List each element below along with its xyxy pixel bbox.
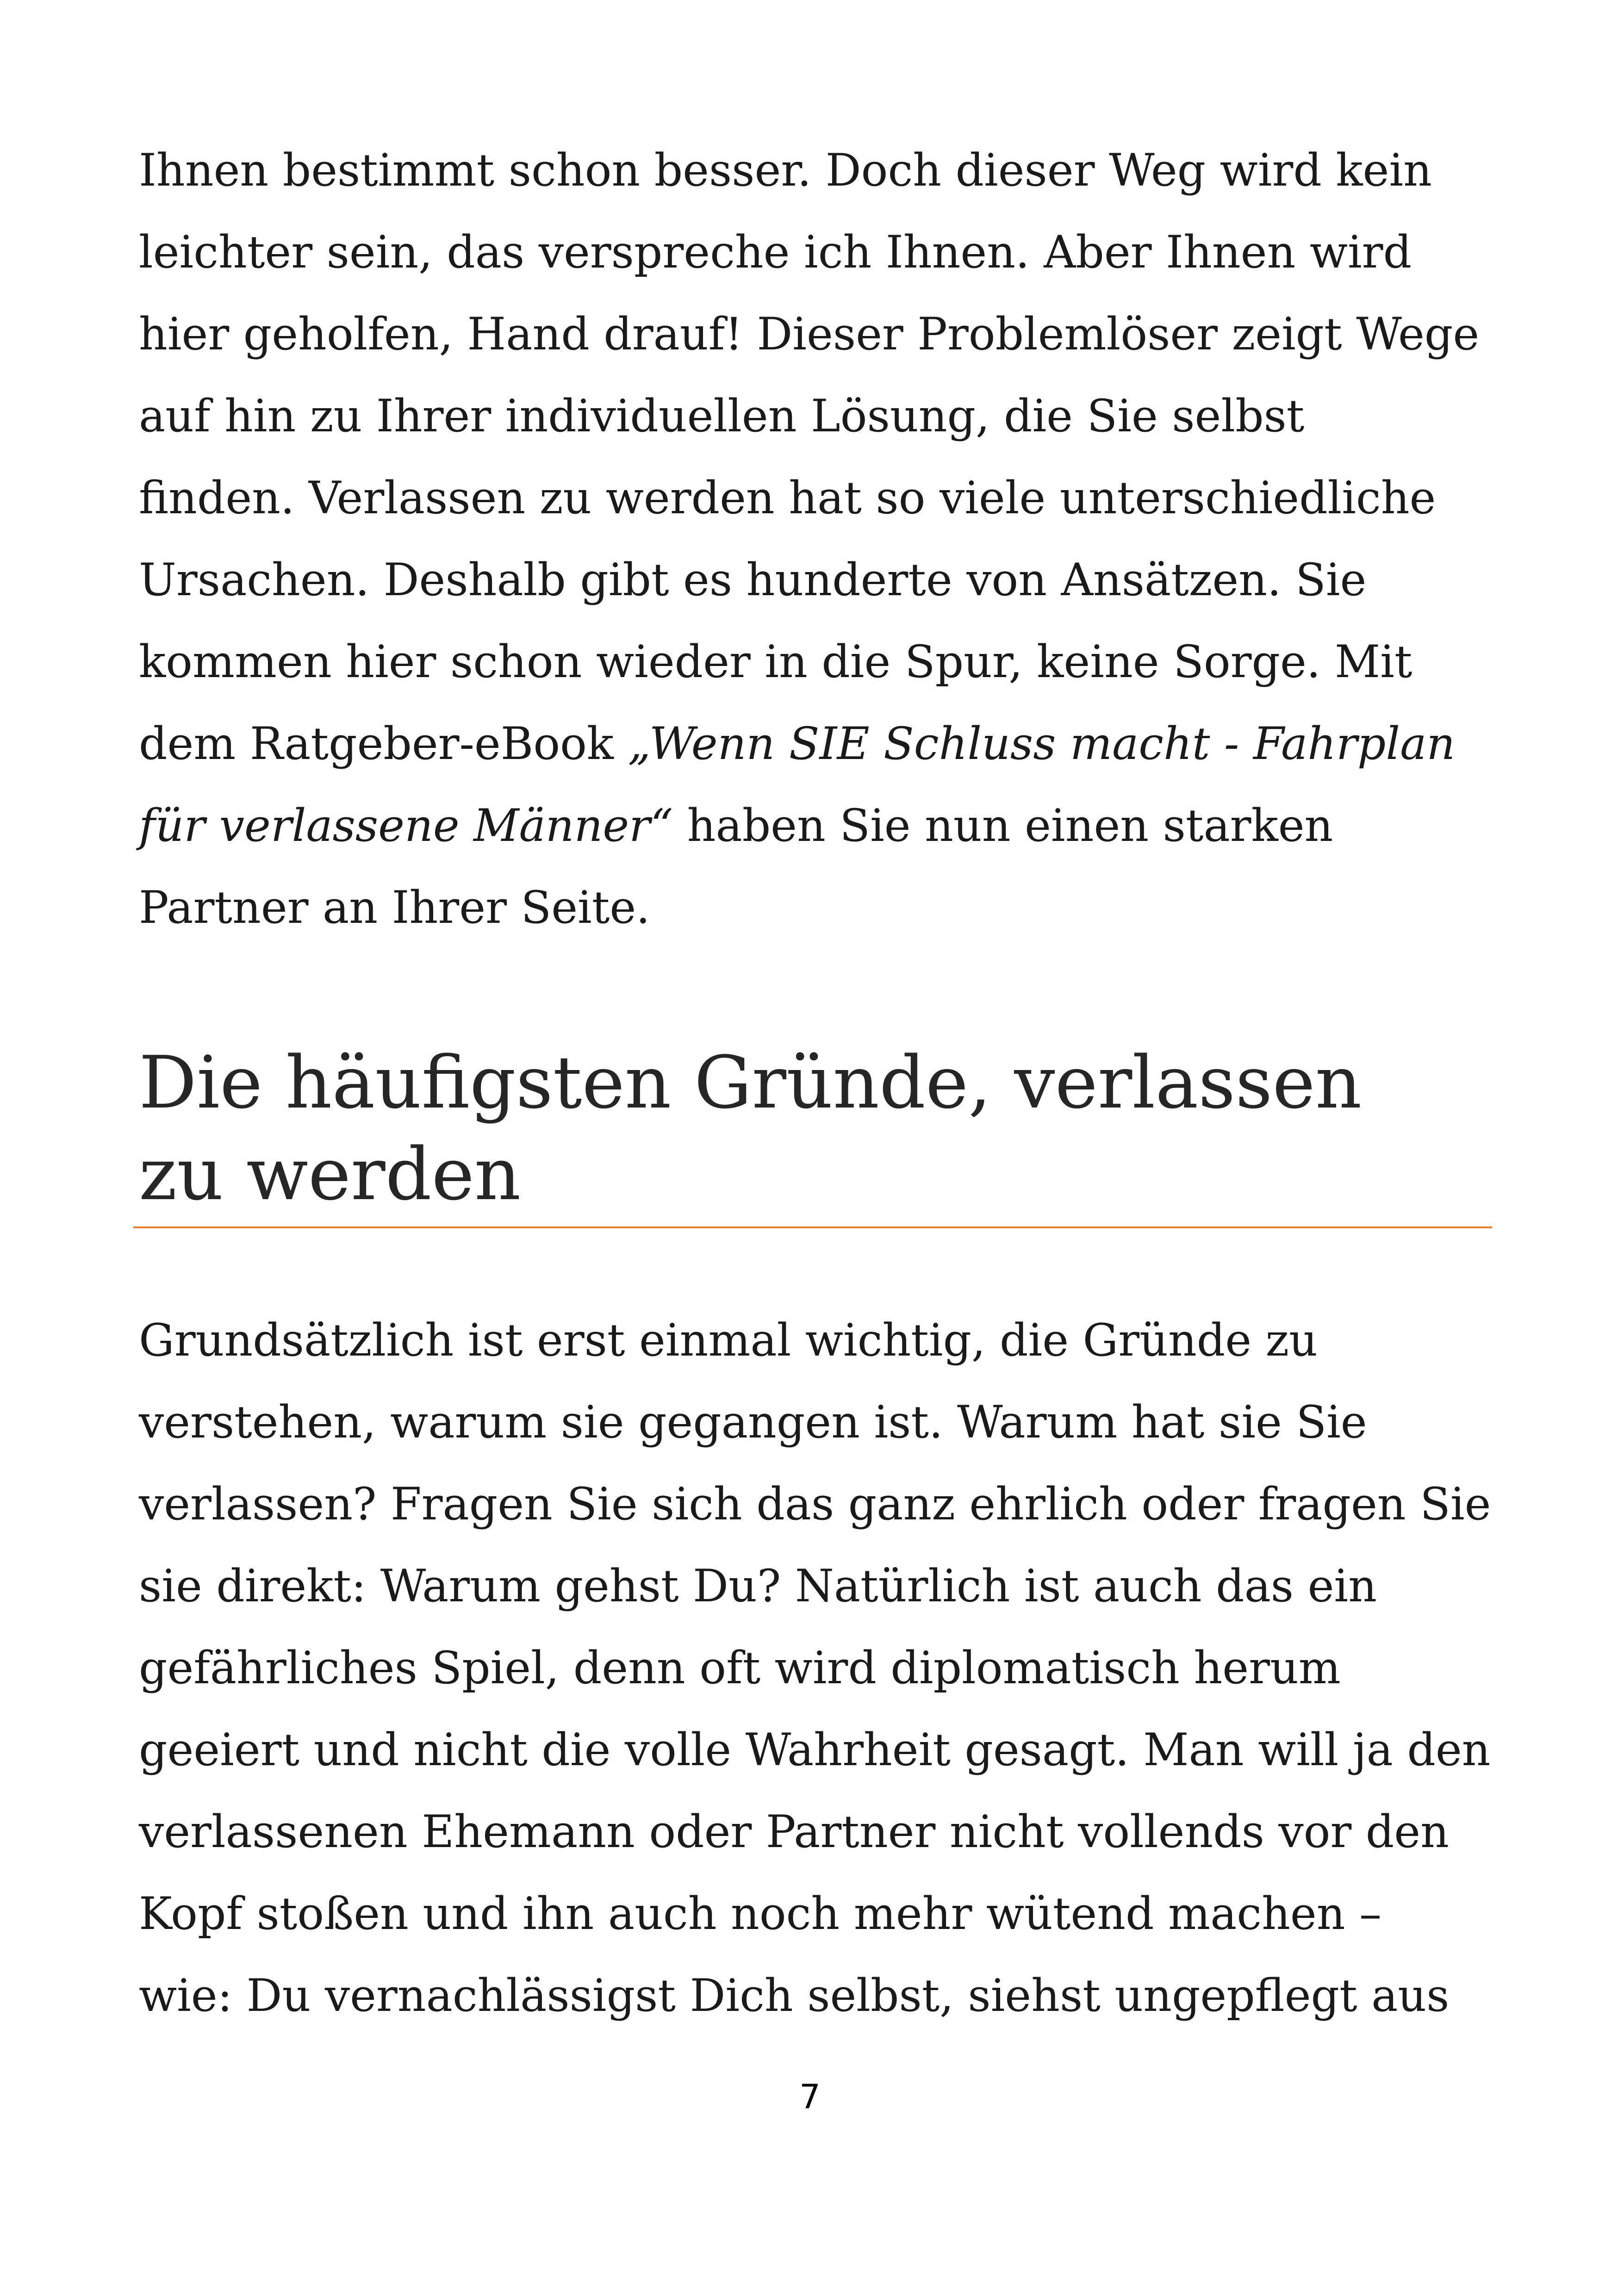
paragraph-line: wie: Du vernachlässigst Dich selbst, siehst ungepflegt aus (139, 1970, 1450, 2022)
paragraph-line: Grundsätzlich ist erst einmal wichtig, die Gründe zu (139, 1314, 1318, 1366)
paragraph-line: Kopf stoßen und ihn auch noch mehr wütend machen – (139, 1888, 1382, 1940)
page-number: 7 (799, 2077, 821, 2116)
paragraph-line (139, 785, 1504, 867)
paragraph-line: Partner an Ihrer Seite. (139, 882, 650, 933)
section-heading (139, 1037, 1527, 1220)
paragraph-line: auf hin zu Ihrer individuellen Lösung, die Sie selbst (139, 390, 1305, 442)
heading-underline-divider (133, 1226, 1492, 1228)
paragraph-line: verlassen? Fragen Sie sich das ganz ehrlich oder fragen Sie (139, 1478, 1491, 1530)
paragraph-text: haben Sie nun einen starken (673, 800, 1333, 852)
paragraph-line: verstehen, warum sie gegangen ist. Warum hat sie Sie (139, 1396, 1367, 1448)
paragraph-line: hier geholfen, Hand drauf! Dieser Problemlöser zeigt Wege (139, 308, 1480, 360)
paragraph-line: leichter sein, das verspreche ich Ihnen. Aber Ihnen wird (139, 226, 1412, 278)
paragraph-line: geeiert und nicht die volle Wahrheit gesagt. Man will ja den (139, 1724, 1491, 1776)
paragraph-line: verlassenen Ehemann oder Partner nicht vollends vor den (139, 1806, 1449, 1858)
paragraph-text: dem Ratgeber-eBook (139, 718, 628, 770)
body-paragraph-intro (139, 130, 1504, 949)
body-paragraph-reasons (139, 1300, 1504, 2037)
book-title-italic: für verlassene Männer“ (139, 800, 673, 852)
paragraph-line: gefährliches Spiel, denn oft wird diplomatisch herum (139, 1642, 1341, 1694)
paragraph-line: kommen hier schon wieder in die Spur, keine Sorge. Mit (139, 636, 1413, 688)
book-title-italic: „Wenn SIE Schluss macht - Fahrplan (628, 718, 1456, 770)
paragraph-line: finden. Verlassen zu werden hat so viele unterschiedliche (139, 472, 1436, 524)
heading-line: Die häufigsten Gründe, verlassen (139, 1040, 1362, 1125)
paragraph-line: Ihnen bestimmt schon besser. Doch dieser Weg wird kein (139, 144, 1432, 196)
paragraph-line: sie direkt: Warum gehst Du? Natürlich ist auch das ein (139, 1560, 1377, 1612)
paragraph-line: Ursachen. Deshalb gibt es hunderte von Ansätzen. Sie (139, 554, 1367, 606)
heading-line: zu werden (139, 1132, 521, 1216)
paragraph-line (139, 703, 1504, 785)
